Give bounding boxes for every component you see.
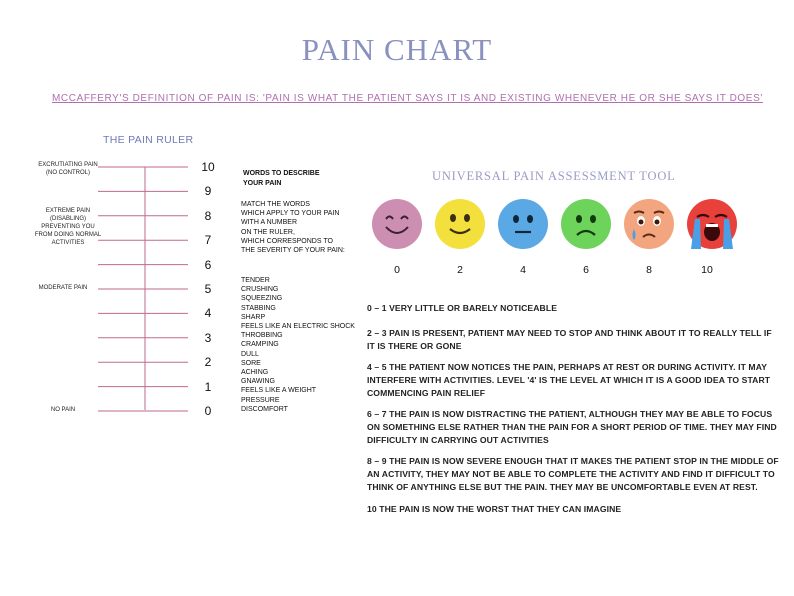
- slight-smile-face-icon: [435, 199, 485, 249]
- pain-word: SORE: [241, 359, 261, 367]
- words-intro: [241, 200, 345, 255]
- face-value-4: 4: [520, 264, 526, 276]
- ruler-label-moderate: MODERATE PAIN: [38, 285, 88, 291]
- crying-face-icon: [687, 199, 737, 249]
- pain-word: TENDER: [241, 277, 270, 284]
- pain-word: GNAWING: [241, 378, 275, 386]
- pain-word: CRUSHING: [241, 286, 279, 294]
- ruler-number: 6: [204, 257, 212, 272]
- words-intro-line: THE SEVERITY OF YOUR PAIN:: [241, 247, 345, 255]
- frowning-face-icon: [561, 199, 611, 249]
- words-heading: [243, 169, 320, 189]
- ruler-number: 4: [204, 306, 212, 321]
- ruler-number: 8: [204, 208, 212, 223]
- ruler-number: 9: [204, 184, 212, 199]
- face-value-8: 8: [646, 264, 652, 276]
- face-value-0: 0: [394, 264, 400, 276]
- face-value-2: 2: [457, 264, 463, 276]
- ruler-number: 2: [204, 355, 212, 370]
- page-title: PAIN CHART: [301, 32, 493, 67]
- pain-description-2-3: 2 – 3 PAIN IS PRESENT, PATIENT MAY NEED TO STOP AND THINK ABOUT IT TO REALLY TELL IF IT IS THERE OR GONE: [367, 328, 772, 352]
- words-heading-line: WORDS TO DESCRIBE: [243, 170, 320, 177]
- pain-word: SQUEEZING: [241, 295, 283, 303]
- ruler-label-no-pain: NO PAIN: [50, 407, 76, 413]
- pain-description-0-1: 0 – 1 VERY LITTLE OR BARELY NOTICEABLE: [367, 303, 558, 313]
- pain-word: SHARP: [241, 313, 266, 321]
- ruler-number: 0: [204, 404, 212, 418]
- ruler-number: 3: [204, 330, 212, 345]
- pain-description-8-9: 8 – 9 THE PAIN IS NOW SEVERE ENOUGH THAT IT MAKES THE PATIENT STOP IN THE MIDDLE OF AN ACTIVITY, THEY MAY NOT BE ABLE TO COMPLETE THE ACTIVITY AND FIND IT DIFFICULT TO THINK OF ANYTHING ELSE BUT THE PAIN. THEY MAY BE UNCOMFORTABLE EVEN AT REST.: [367, 456, 779, 493]
- pain-word: STABBING: [241, 304, 276, 312]
- words-heading-line: YOUR PAIN: [243, 180, 282, 187]
- pain-definition: MCCAFFERY'S DEFINITION OF PAIN IS: 'PAIN IS WHAT THE PATIENT SAYS IT IS AND EXISTING WHENEVER HE OR SHE SAYS IT DOES': [52, 93, 763, 104]
- ruler-label-excruciating: EXCRUTIATING PAIN (NO CONTROL): [38, 162, 98, 176]
- ruler-number: 1: [204, 379, 212, 394]
- face-value-6: 6: [583, 264, 589, 276]
- assessment-tool-title: UNIVERSAL PAIN ASSESSMENT TOOL: [432, 169, 676, 183]
- neutral-face-icon: [498, 199, 548, 249]
- ruler-ticks: [98, 167, 188, 411]
- face-value-10: 10: [701, 264, 713, 276]
- pain-words-list: [241, 276, 355, 414]
- pain-word: DISCOMFORT: [241, 405, 288, 413]
- sad-tear-face-icon: [624, 199, 674, 249]
- ruler-number: 7: [204, 233, 212, 248]
- words-intro-line: MATCH THE WORDS: [241, 201, 310, 208]
- pain-word: PRESSURE: [241, 396, 280, 404]
- ruler-number: 10: [201, 160, 215, 174]
- pain-description-10: 10 THE PAIN IS NOW THE WORST THAT THEY CAN IMAGINE: [367, 504, 622, 514]
- smiling-face-icon: [372, 199, 422, 249]
- ruler-number: 5: [204, 282, 212, 296]
- pain-description-6-7: 6 – 7 THE PAIN IS NOW DISTRACTING THE PATIENT, ALTHOUGH THEY MAY BE ABLE TO FOCUS ON SOMETHING ELSE RATHER THAN THE PAIN FOR A SHORT PERIOD OF TIME. THEY MAY FIND DIFFICULTY IN CARRYING OUT ACTIVITIES: [367, 409, 777, 446]
- pain-word: THROBBING: [241, 332, 283, 340]
- pain-word: ACHING: [241, 369, 269, 377]
- pain-word: FEELS LIKE A WEIGHT: [241, 387, 317, 395]
- pain-word: FEELS LIKE AN ELECTRIC SHOCK: [241, 323, 355, 331]
- words-intro-line: ON THE RULER,: [241, 228, 295, 236]
- words-intro-line: WHICH APPLY TO YOUR PAIN: [241, 210, 340, 218]
- pain-description-4-5: 4 – 5 THE PATIENT NOW NOTICES THE PAIN, PERHAPS AT REST OR DURING ACTIVITY. IT MAY INTERFERE WITH ACTIVITIES. LEVEL '4' IS THE LEVEL AT WHICH IT IS A GOOD IDEA TO START COMMENCING PAIN RELIEF: [367, 362, 771, 399]
- pain-word: CRAMPING: [241, 341, 279, 349]
- words-intro-line: WITH A NUMBER: [241, 219, 298, 227]
- pain-word: DULL: [241, 350, 259, 358]
- words-intro-line: WHICH CORRESPONDS TO: [241, 237, 333, 245]
- ruler-label-extreme: EXTREME PAIN (DISABLING) PREVENTING YOU FROM DOING NORMAL ACTIVITIES: [34, 208, 102, 246]
- ruler-title: THE PAIN RULER: [103, 134, 194, 146]
